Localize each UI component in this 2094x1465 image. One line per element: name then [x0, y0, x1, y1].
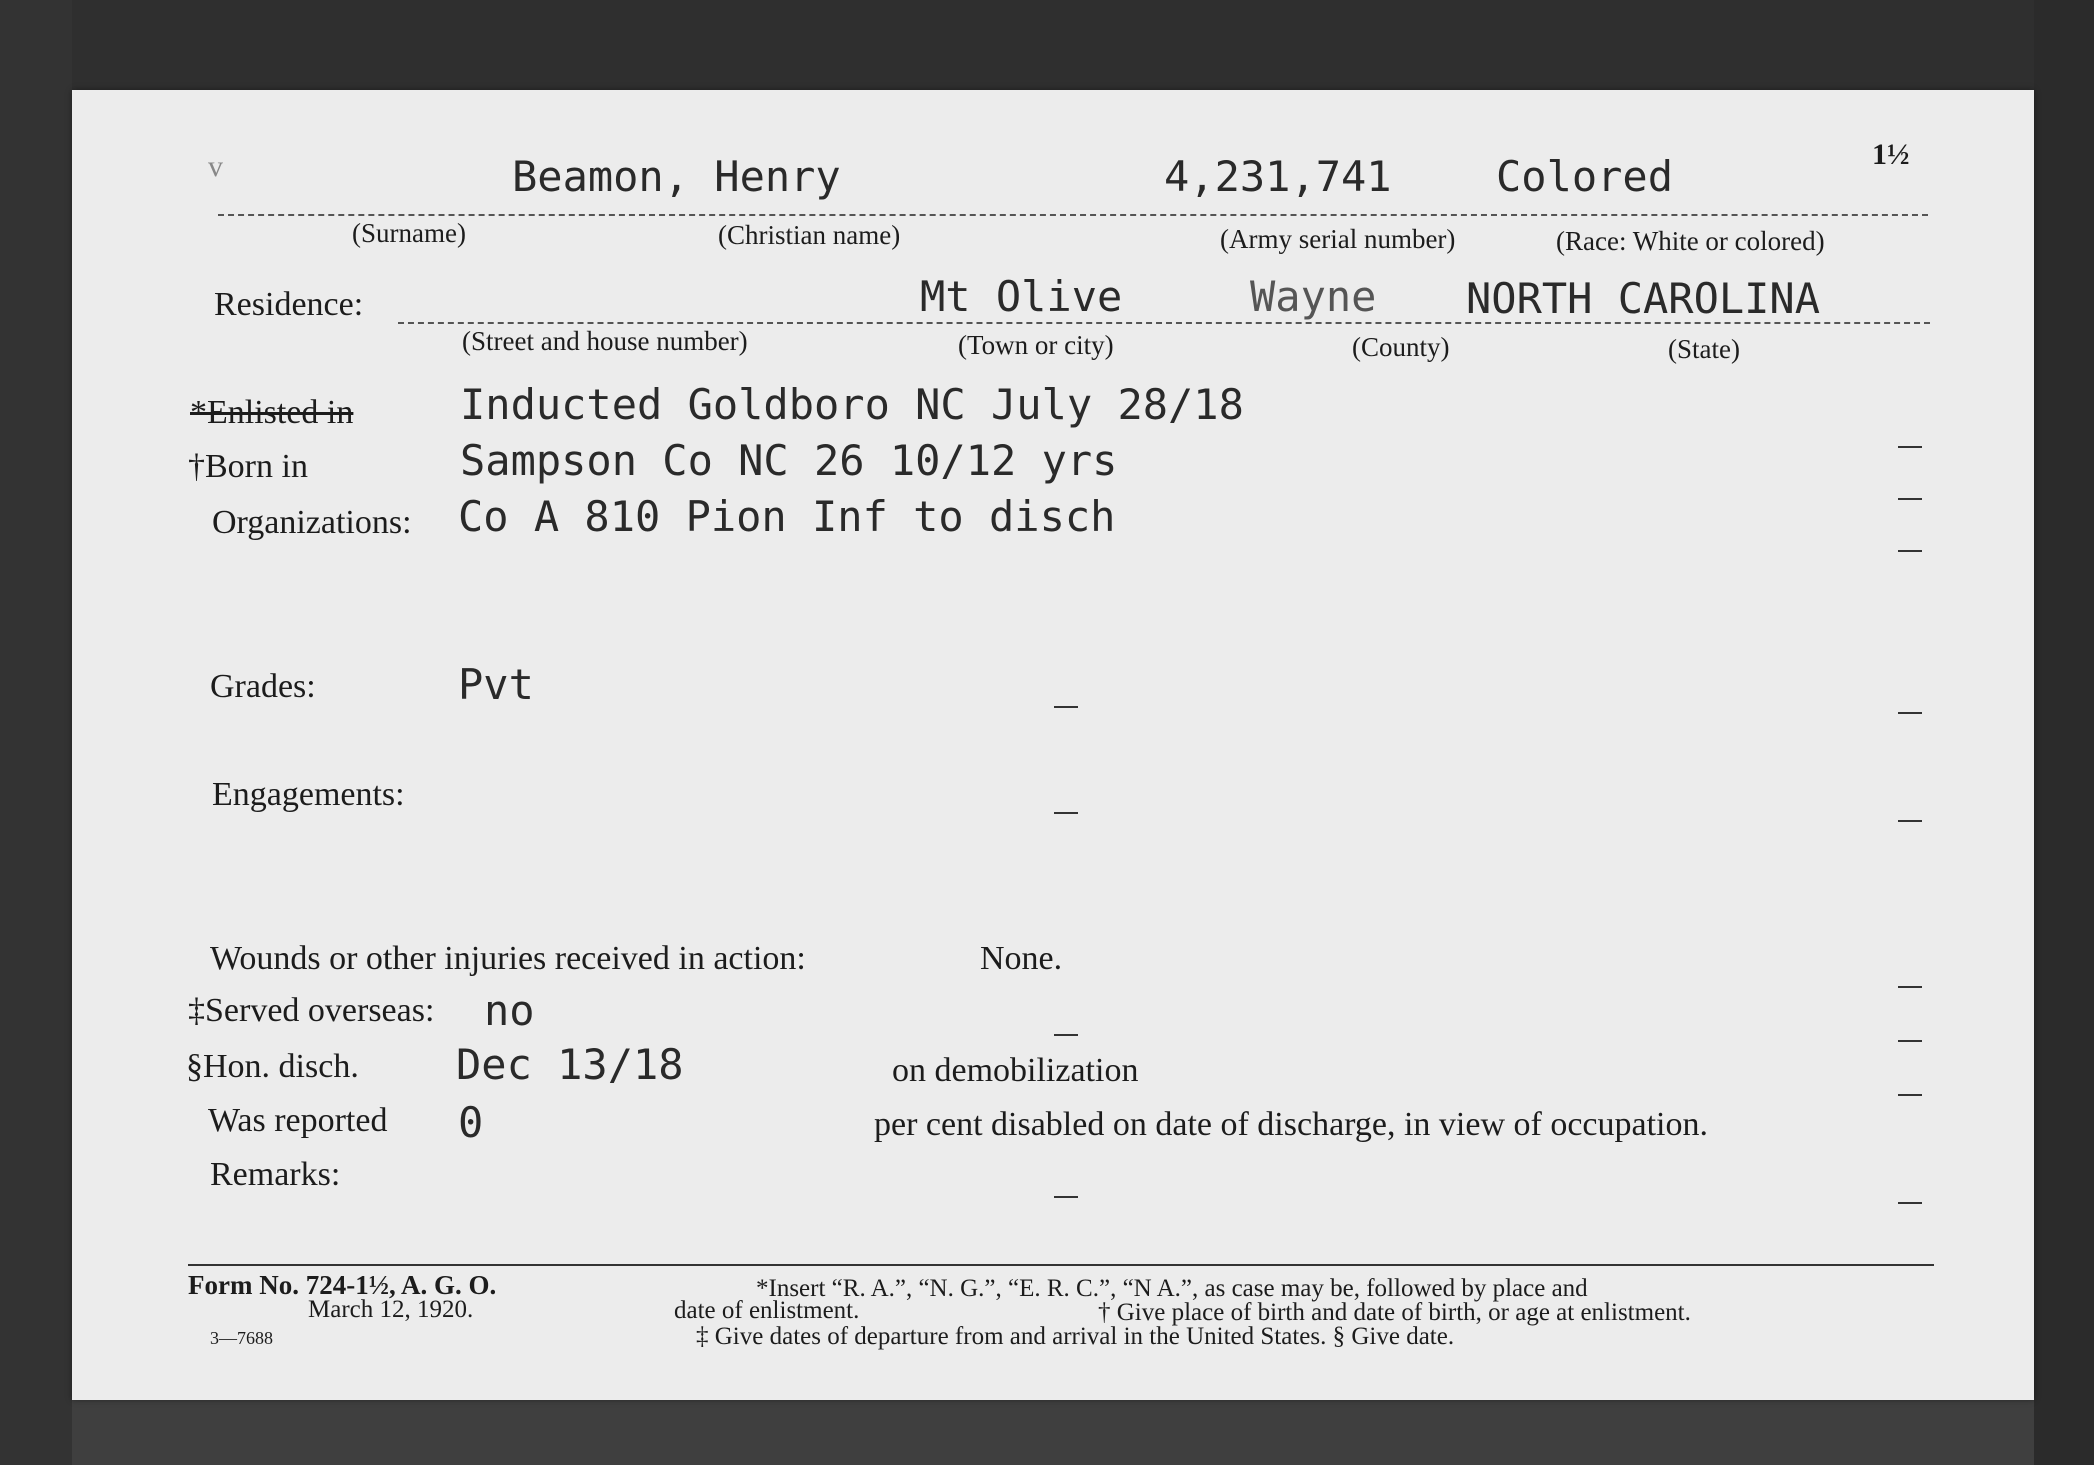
grades-label: Grades:: [210, 668, 316, 705]
tick-mark: [1898, 820, 1922, 822]
footnote-born: † Give place of birth and date of birth, or age at enlistment.: [1098, 1299, 1691, 1326]
disability-statement: per cent disabled on date of discharge, in view of occupation.: [874, 1106, 1708, 1143]
was-reported-label: Was reported: [208, 1102, 388, 1139]
form-number: Form No. 724-1½, A. G. O.: [188, 1270, 497, 1300]
footnote-enlisted-cont: date of enlistment.: [674, 1297, 860, 1324]
discharge-reason: on demobilization: [892, 1052, 1139, 1089]
army-serial-number: 4,231,741: [1164, 152, 1392, 201]
card-fraction: 1½: [1872, 138, 1910, 171]
tick-mark: [1898, 446, 1922, 448]
corner-mark: v: [208, 150, 223, 183]
enlisted-label: *Enlisted in: [190, 394, 354, 431]
tick-mark: [1054, 706, 1078, 708]
tick-mark: [1898, 1040, 1922, 1042]
remarks-label: Remarks:: [210, 1156, 341, 1193]
caption-street: (Street and house number): [462, 326, 748, 356]
caption-county: (County): [1352, 332, 1450, 362]
honorable-discharge-value: Dec 13/18: [456, 1040, 684, 1089]
scan-background-left: [0, 0, 72, 1465]
caption-town: (Town or city): [958, 330, 1114, 360]
was-reported-value: 0: [458, 1098, 484, 1147]
tick-mark: [1898, 712, 1922, 714]
tick-mark: [1898, 498, 1922, 500]
caption-state: (State): [1668, 334, 1740, 364]
tick-mark: [1898, 550, 1922, 552]
scan-background-right: [2034, 0, 2094, 1465]
engagements-label: Engagements:: [212, 776, 405, 813]
tick-mark: [1898, 1202, 1922, 1204]
footnote-enlisted: *Insert “R. A.”, “N. G.”, “E. R. C.”, “N A.”, as case may be, followed by place and: [756, 1275, 1588, 1302]
caption-race: (Race: White or colored): [1556, 226, 1825, 256]
residence-label: Residence:: [214, 286, 364, 323]
enlisted-value: Inducted Goldboro NC July 28/18: [460, 380, 1244, 429]
served-overseas-value: no: [484, 986, 535, 1035]
header-dashed-line: [218, 214, 1928, 216]
born-value: Sampson Co NC 26 10/12 yrs: [460, 436, 1118, 485]
residence-state: NORTH CAROLINA: [1466, 274, 1821, 323]
tick-mark: [1898, 986, 1922, 988]
soldier-name: Beamon, Henry: [512, 152, 841, 201]
tick-mark: [1054, 812, 1078, 814]
tick-mark: [1898, 1094, 1922, 1096]
wounds-label: Wounds or other injuries received in action:: [210, 940, 806, 977]
form-code: 3—7688: [210, 1328, 273, 1348]
tick-mark: [1054, 1196, 1078, 1198]
race-value: Colored: [1496, 152, 1674, 201]
grades-value: Pvt: [458, 660, 534, 709]
footnote-overseas: ‡ Give dates of departure from and arrival in the United States. § Give date.: [696, 1323, 1455, 1350]
caption-serial-number: (Army serial number): [1220, 224, 1456, 254]
footer-rule: [188, 1264, 1934, 1266]
wounds-value: None.: [980, 940, 1063, 977]
service-record-card: [72, 90, 2034, 1400]
tick-mark: [1054, 1034, 1078, 1036]
served-overseas-label: ‡Served overseas:: [188, 992, 435, 1029]
born-label: †Born in: [188, 448, 308, 485]
form-date: March 12, 1920.: [308, 1296, 474, 1323]
caption-christian-name: (Christian name): [718, 220, 901, 250]
residence-town: Mt Olive: [920, 272, 1123, 321]
organizations-value: Co A 810 Pion Inf to disch: [458, 492, 1116, 541]
organizations-label: Organizations:: [212, 504, 412, 541]
caption-surname: (Surname): [352, 218, 466, 248]
residence-county: Wayne: [1250, 272, 1377, 321]
scan-background-top: [0, 0, 2094, 95]
honorable-discharge-label: §Hon. disch.: [186, 1048, 359, 1085]
